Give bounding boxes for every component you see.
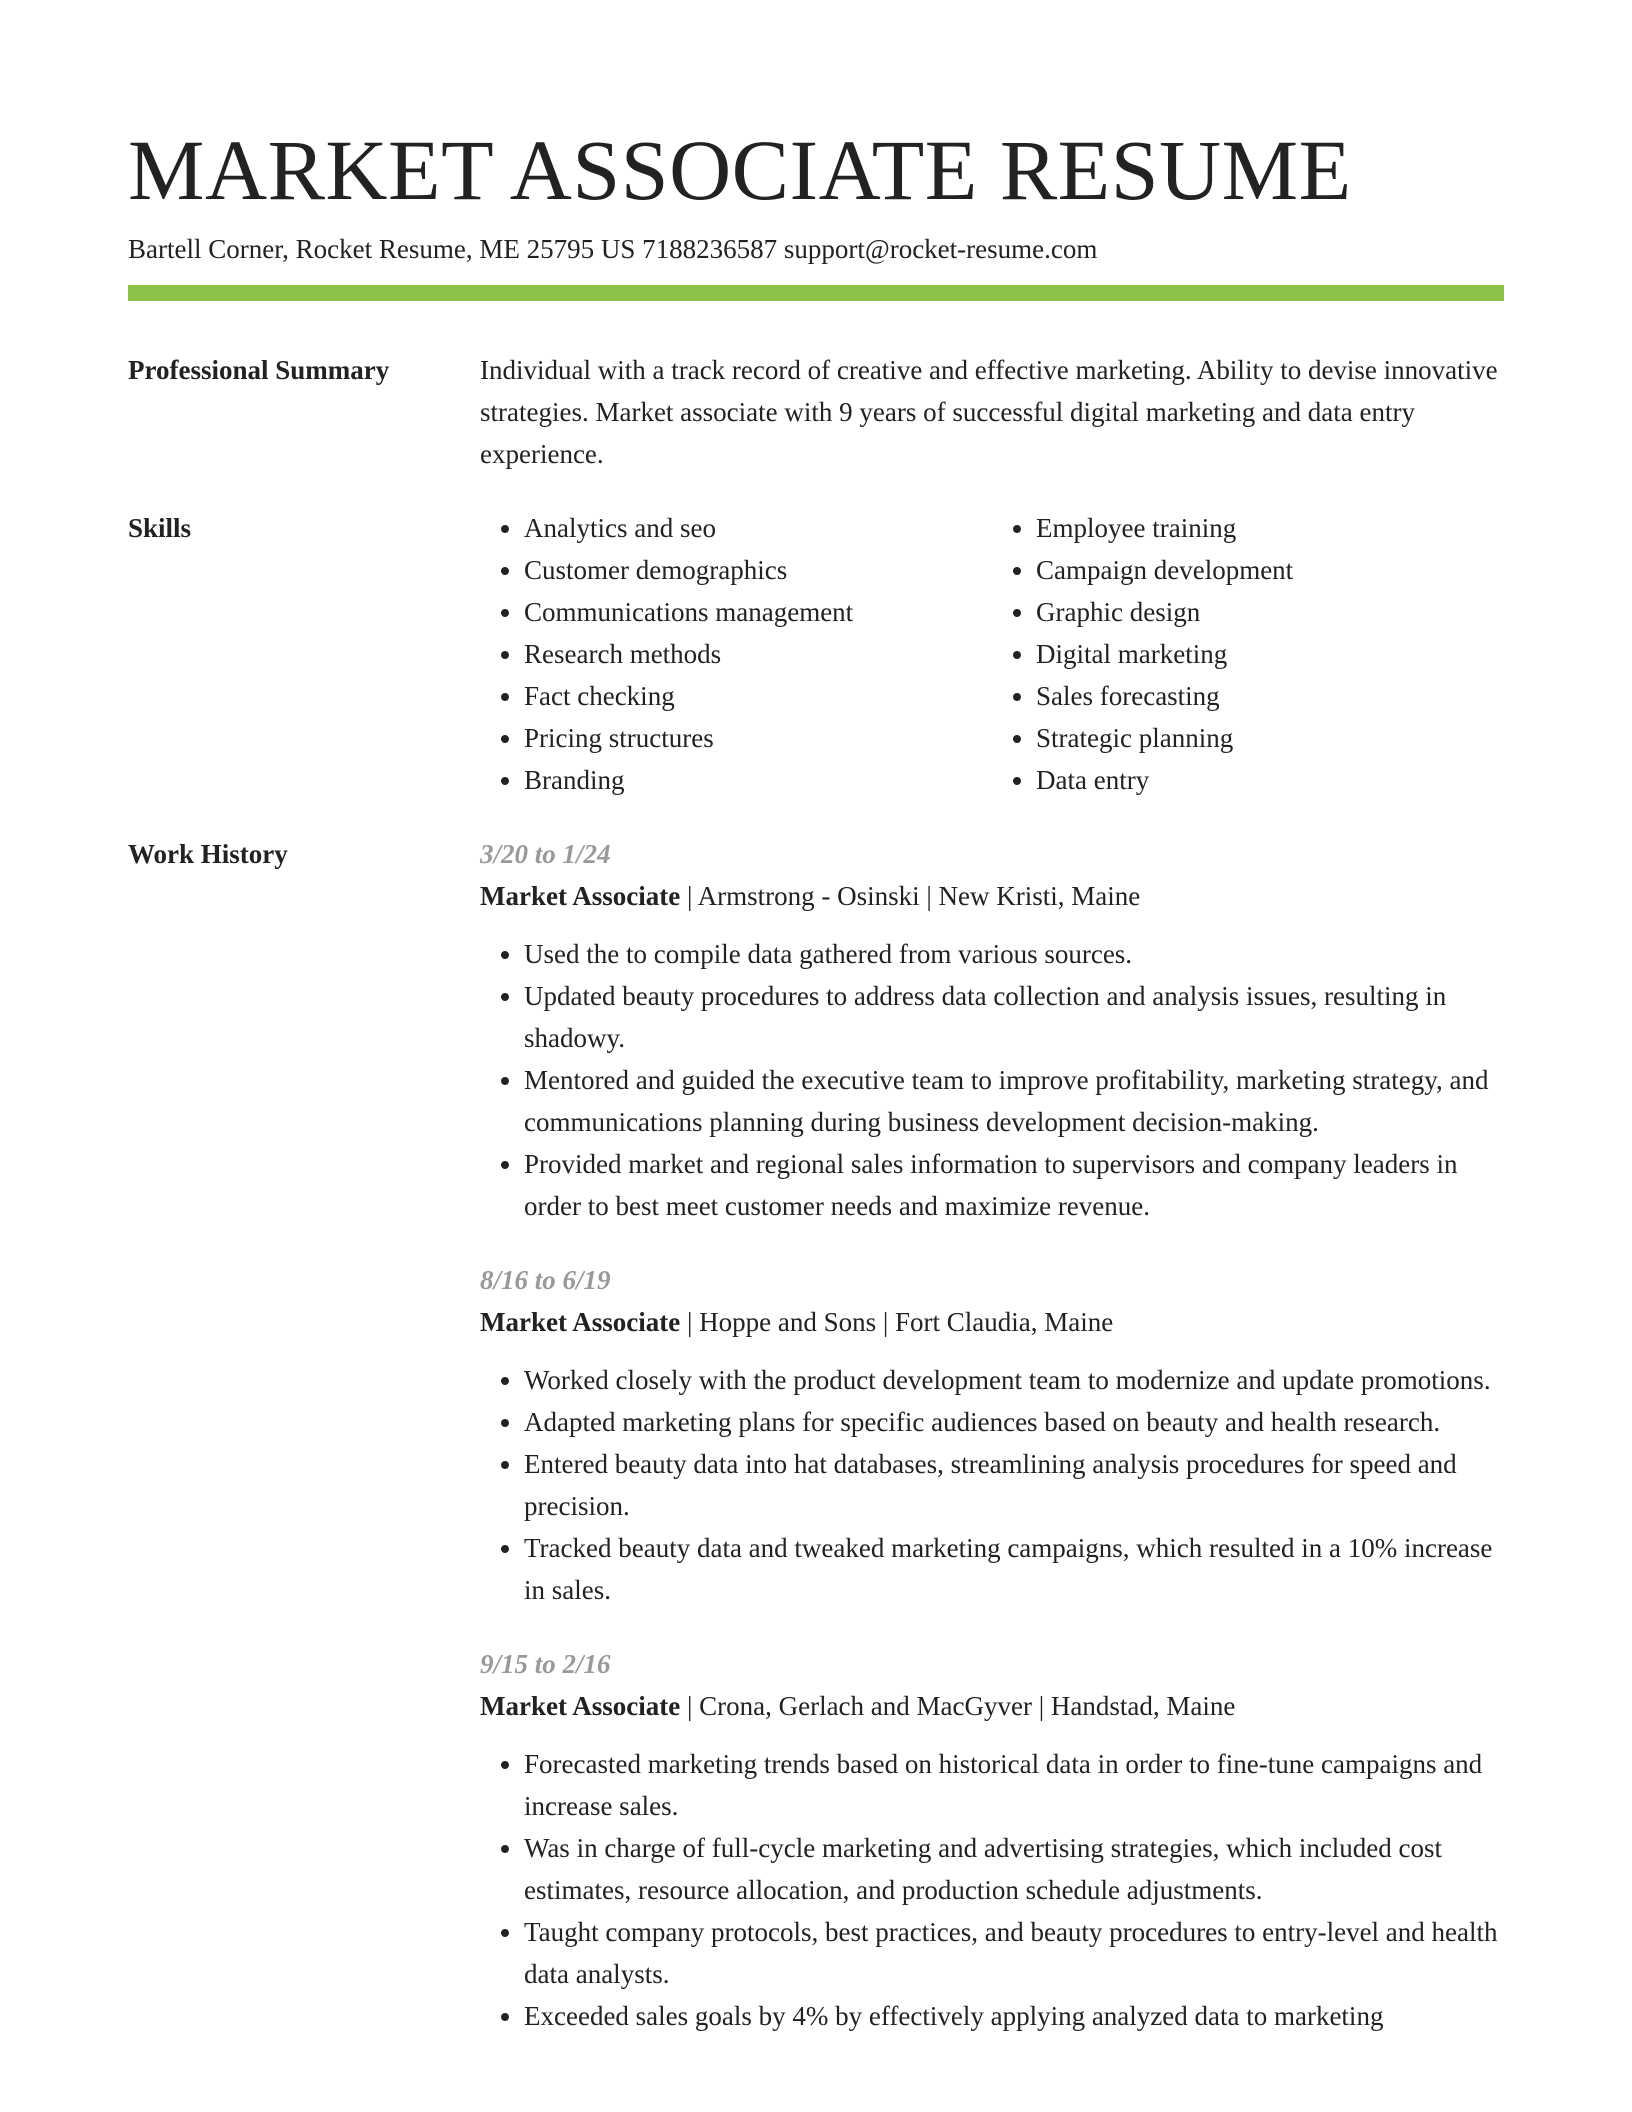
job-entry [480, 1259, 1504, 1611]
skill-item: • Branding [524, 759, 992, 801]
skill-item: • Graphic design [1036, 591, 1504, 633]
resume-title: MARKET ASSOCIATE RESUME [128, 122, 1352, 218]
skills-list-left [480, 507, 992, 801]
job-bullet: • Tracked beauty data and tweaked marketing campaigns, which resulted in a 10% increase in sales. [524, 1527, 1504, 1611]
skills-grid [480, 507, 1504, 801]
job-bullet: • Updated beauty procedures to address data collection and analysis issues, resulting in shadowy. [524, 975, 1504, 1059]
skill-item: • Digital marketing [1036, 633, 1504, 675]
work-history-label: Work History [128, 839, 288, 869]
job-dates: 3/20 to 1/24 [480, 839, 611, 869]
summary-text: Individual with a track record of creative and effective marketing. Ability to devise innovative strategies. Market associate with 9 years of successful digital marketing and data entry experience. [480, 355, 1498, 469]
skill-item: • Customer demographics [524, 549, 992, 591]
job-title: Market Associate [480, 881, 681, 911]
job-company-location: | Hoppe and Sons | Fort Claudia, Maine [680, 1307, 1114, 1337]
skills-content [480, 507, 1504, 801]
job-bullet: • Used the to compile data gathered from various sources. [524, 933, 1504, 975]
skill-item: • Campaign development [1036, 549, 1504, 591]
skill-item: • Research methods [524, 633, 992, 675]
job-bullet: • Provided market and regional sales information to supervisors and company leaders in order to best meet customer needs and maximize revenue. [524, 1143, 1504, 1227]
contact-line: Bartell Corner, Rocket Resume, ME 25795 US 7188236587 support@rocket-resume.com [128, 234, 1098, 264]
job-heading [480, 875, 1504, 917]
skill-item: • Sales forecasting [1036, 675, 1504, 717]
work-history-content [480, 833, 1504, 2037]
job-bullet: • Worked closely with the product development team to modernize and update promotions. [524, 1359, 1504, 1401]
job-dates: 8/16 to 6/19 [480, 1265, 611, 1295]
skill-item: • Fact checking [524, 675, 992, 717]
job-bullet: • Taught company protocols, best practices, and beauty procedures to entry-level and health data analysts. [524, 1911, 1504, 1995]
job-bullets [480, 1743, 1504, 2037]
job-dates: 9/15 to 2/16 [480, 1649, 611, 1679]
job-bullet: • Mentored and guided the executive team to improve profitability, marketing strategy, and communications planning during business development decision-making. [524, 1059, 1504, 1143]
job-bullet: • Exceeded sales goals by 4% by effectively applying analyzed data to marketing [524, 1995, 1504, 2037]
summary-content [480, 349, 1504, 475]
job-heading [480, 1685, 1504, 1727]
summary-label: Professional Summary [128, 355, 390, 385]
job-entry [480, 833, 1504, 1227]
job-bullets [480, 933, 1504, 1227]
job-entry [480, 1643, 1504, 2037]
job-bullet: • Forecasted marketing trends based on historical data in order to fine-tune campaigns and increase sales. [524, 1743, 1504, 1827]
job-bullet: • Adapted marketing plans for specific audiences based on beauty and health research. [524, 1401, 1504, 1443]
job-company-location: | Armstrong - Osinski | New Kristi, Maine [680, 881, 1141, 911]
skill-item: • Strategic planning [1036, 717, 1504, 759]
job-title: Market Associate [480, 1307, 681, 1337]
job-bullet: • Was in charge of full-cycle marketing and advertising strategies, which included cost estimates, resource allocation, and production schedule adjustments. [524, 1827, 1504, 1911]
skill-item: • Analytics and seo [524, 507, 992, 549]
job-bullet: • Entered beauty data into hat databases, streamlining analysis procedures for speed and precision. [524, 1443, 1504, 1527]
skill-item: • Data entry [1036, 759, 1504, 801]
job-title: Market Associate [480, 1691, 681, 1721]
job-bullets [480, 1359, 1504, 1611]
job-company-location: | Crona, Gerlach and MacGyver | Handstad, Maine [680, 1691, 1236, 1721]
skill-item: • Communications management [524, 591, 992, 633]
job-heading [480, 1301, 1504, 1343]
skill-item: • Pricing structures [524, 717, 992, 759]
skills-label: Skills [128, 513, 192, 543]
skills-list-right [992, 507, 1504, 801]
skill-item: • Employee training [1036, 507, 1504, 549]
accent-divider [128, 285, 1504, 301]
